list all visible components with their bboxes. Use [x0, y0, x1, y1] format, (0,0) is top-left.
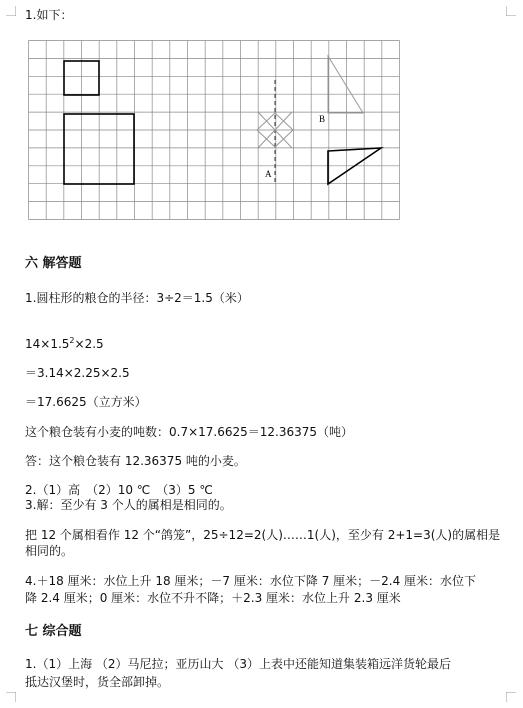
q3-detail-line-1: 把 12 个属相看作 12 个“鸽笼”，25÷12=2(人)……1(人)，至少有 2+1=3(人)的属相是	[25, 528, 501, 542]
q1-step-3: ＝17.6625（立方米）	[25, 395, 147, 409]
bottom-right-corner-mark	[506, 692, 516, 702]
q1-tons: 这个粮仓装有小麦的吨数：0.7×17.6625＝12.36375（吨）	[25, 425, 354, 439]
q1-volume-exponent: 2	[69, 336, 75, 345]
q1-volume-base: 14×1.5	[25, 337, 70, 351]
label-a: A	[265, 169, 272, 179]
q1-radius: 1.圆柱形的粮仓的半径：3÷2＝1.5（米）	[25, 291, 249, 305]
q4-line-1: 4.＋18 厘米：水位上升 18 厘米；－7 厘米：水位下降 7 厘米；－2.4 厘米：水位下	[25, 574, 477, 588]
label-b: B	[319, 114, 326, 124]
q4-line-2: 降 2.4 厘米；0 厘米：水位不升不降；＋2.3 厘米：水位上升 2.3 厘米	[25, 591, 401, 605]
top-left-corner-mark	[6, 6, 16, 16]
q1-volume-height: ×2.5	[74, 337, 104, 351]
q1-answer: 答：这个粮仓装有 12.36375 吨的小麦。	[25, 454, 246, 468]
grid-figure	[28, 40, 400, 220]
bottom-left-corner-mark	[6, 692, 16, 702]
s7-q1-line-1: 1.（1）上海 （2）马尼拉；亚历山大 （3）上表中还能知道集装箱远洋货轮最后	[25, 657, 451, 671]
triangle-b	[328, 56, 363, 113]
q3-answer: 3.解：至少有 3 个人的属相是相同的。	[25, 498, 232, 512]
top-right-corner-mark	[506, 6, 516, 16]
section-6-heading: 六 解答题	[25, 256, 82, 271]
q2-answer: 2.（1）高 （2）10 ℃ （3）5 ℃	[25, 483, 213, 497]
intro-line: 1.如下：	[25, 8, 73, 22]
q3-detail-line-2: 相同的。	[25, 544, 74, 558]
grid-lines	[29, 41, 400, 220]
s7-q1-line-2: 抵达汉堡时，货全部卸掉。	[25, 675, 170, 689]
q1-step-2: ＝3.14×2.25×2.5	[25, 366, 130, 380]
q1-volume	[25, 336, 104, 352]
section-7-heading: 七 综合题	[25, 624, 82, 639]
